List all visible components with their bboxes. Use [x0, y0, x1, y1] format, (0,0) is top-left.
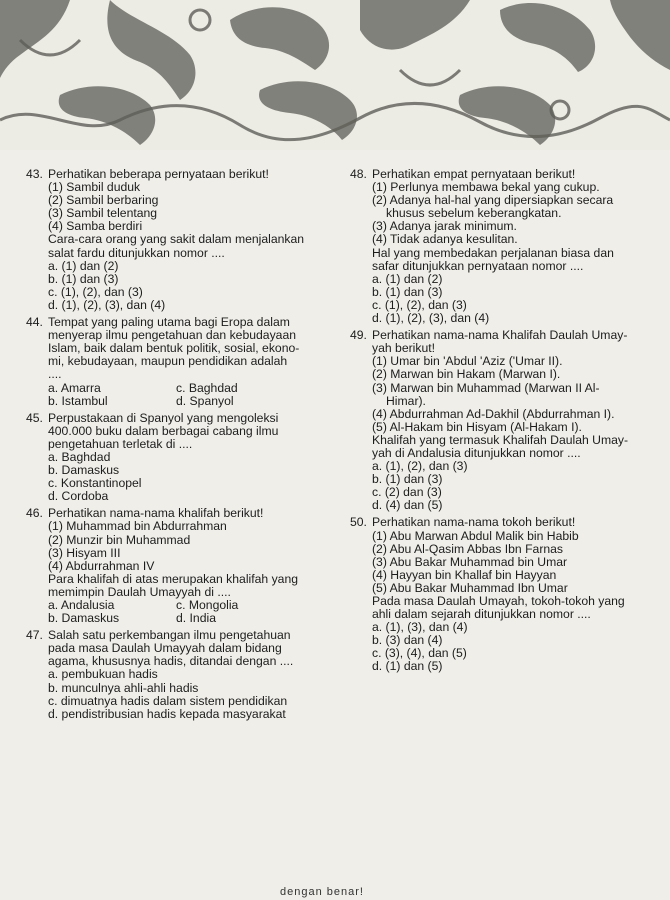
answer-option[interactable]: a. (1) dan (2) — [48, 258, 119, 273]
statement-item: (3) Marwan bin Muhammad (Marwan II Al- — [372, 380, 600, 395]
statement-item: (3) Sambil telentang — [48, 206, 158, 221]
statement-item: (2) Adanya hal-hal yang dipersiapkan secara — [372, 193, 614, 208]
question-43 — [26, 168, 326, 312]
statement-item: (5) Abu Bakar Muhammad Ibn Umar — [372, 580, 568, 595]
answer-option[interactable]: b. (1) dan (3) — [372, 472, 443, 487]
question-49 — [350, 329, 660, 512]
answer-option[interactable]: b. (1) dan (3) — [372, 284, 443, 299]
question-48 — [350, 168, 660, 325]
question-number: 44. — [26, 315, 43, 330]
question-text: agama, khususnya hadis, ditandai dengan .... — [48, 654, 294, 669]
question-number: 43. — [26, 167, 43, 181]
answer-option[interactable]: a. (1) dan (2) — [372, 271, 443, 286]
answer-option[interactable]: d. India — [176, 611, 216, 626]
question-text: Salah satu perkembangan ilmu pengetahuan — [48, 628, 291, 643]
answer-option[interactable]: c. dimuatnya hadis dalam sistem pendidikan — [48, 693, 288, 708]
answer-option[interactable]: c. Mongolia — [176, 598, 239, 612]
statement-item: (1) Muhammad bin Abdurrahman — [48, 519, 227, 534]
question-text: Khalifah yang termasuk Khalifah Daulah Umay- — [372, 432, 629, 447]
right-column — [350, 168, 660, 678]
question-text: .... — [48, 367, 62, 382]
answer-option[interactable]: c. (2) dan (3) — [372, 485, 442, 500]
question-text: ahli dalam sejarah ditunjukkan nomor .... — [372, 607, 591, 622]
statement-item: (2) Munzir bin Muhammad — [48, 532, 191, 547]
statement-item: (1) Abu Marwan Abdul Malik bin Habib — [372, 528, 579, 543]
answer-option[interactable]: a. Amarra — [48, 380, 101, 395]
question-46 — [26, 507, 326, 625]
statement-item: (3) Abu Bakar Muhammad bin Umar — [372, 554, 568, 569]
answer-option[interactable]: b. Damaskus — [48, 463, 120, 478]
statement-item: (3) Hisyam III — [48, 545, 121, 560]
statement-item: (4) Abdurrahman IV — [48, 558, 155, 573]
answer-option[interactable]: b. Damaskus — [48, 611, 120, 626]
question-number: 45. — [26, 410, 43, 425]
question-text: Cara-cara orang yang sakit dalam menjalankan — [48, 232, 305, 247]
answer-option[interactable]: b. (1) dan (3) — [48, 271, 119, 286]
answer-option[interactable]: c. (3), (4), dan (5) — [372, 646, 467, 661]
decorative-banner — [0, 0, 670, 150]
statement-item: (4) Tidak adanya kesulitan. — [372, 232, 518, 247]
question-number: 49. — [350, 328, 367, 343]
statement-item: (2) Marwan bin Hakam (Marwan I). — [372, 367, 561, 382]
question-stem: Perhatikan empat pernyataan berikut! — [372, 167, 576, 181]
statement-item: (1) Perlunya membawa bekal yang cukup. — [372, 180, 600, 195]
question-47 — [26, 629, 326, 721]
question-stem: Perhatikan beberapa pernyataan berikut! — [48, 167, 269, 181]
question-text: Para khalifah di atas merupakan khalifah yang — [48, 571, 298, 586]
question-text: mi, kebudayaan, maupun pendidikan adalah — [48, 354, 288, 369]
question-text: salat fardu ditunjukkan nomor .... — [48, 245, 225, 260]
answer-option[interactable]: d. (1) dan (5) — [372, 659, 443, 674]
statement-item: (1) Sambil duduk — [48, 180, 141, 195]
question-45 — [26, 412, 326, 504]
question-stem: Perhatikan nama-nama Khalifah Daulah Umay- — [372, 328, 628, 343]
statement-item: (4) Hayyan bin Khallaf bin Hayyan — [372, 567, 557, 582]
question-text: Pada masa Daulah Umayah, tokoh-tokoh yang — [372, 594, 625, 608]
ornament-pattern-icon — [0, 0, 670, 150]
answer-option[interactable]: b. (3) dan (4) — [372, 633, 443, 648]
answer-option[interactable]: d. pendistribusian hadis kepada masyarakat — [48, 706, 286, 721]
statement-item: (5) Al-Hakam bin Hisyam (Al-Hakam I). — [372, 419, 582, 434]
answer-option[interactable]: d. (1), (2), (3), dan (4) — [372, 311, 490, 326]
question-44 — [26, 316, 326, 408]
question-number: 50. — [350, 515, 367, 530]
answer-option[interactable]: b. munculnya ahli-ahli hadis — [48, 680, 199, 695]
answer-option[interactable]: d. (1), (2), (3), dan (4) — [48, 297, 166, 312]
question-stem: Perhatikan nama-nama tokoh berikut! — [372, 515, 576, 530]
question-text: Islam, baik dalam bentuk politik, sosial, ekono- — [48, 341, 300, 356]
answer-option[interactable]: d. Spanyol — [176, 393, 234, 408]
statement-item: Himar). — [386, 393, 426, 408]
answer-option[interactable]: c. Konstantinopel — [48, 476, 142, 491]
answer-option[interactable]: a. (1), (2), dan (3) — [372, 459, 468, 474]
answer-option[interactable]: d. Cordoba — [48, 489, 109, 504]
statement-item: khusus sebelum keberangkatan. — [386, 206, 562, 221]
answer-option[interactable]: c. Baghdad — [176, 380, 238, 395]
question-text: pada masa Daulah Umayyah dalam bidang — [48, 641, 282, 656]
answer-option[interactable]: c. (1), (2), dan (3) — [48, 284, 143, 299]
answer-option[interactable]: c. (1), (2), dan (3) — [372, 297, 467, 312]
question-text: 400.000 buku dalam berbagai cabang ilmu — [48, 423, 279, 438]
question-text: Tempat yang paling utama bagi Eropa dalam — [48, 315, 290, 330]
answer-option[interactable]: d. (4) dan (5) — [372, 498, 443, 513]
question-text: Hal yang membedakan perjalanan biasa dan — [372, 245, 614, 260]
question-number: 47. — [26, 628, 43, 643]
question-stem: yah berikut! — [372, 341, 436, 356]
statement-item: (3) Adanya jarak minimum. — [372, 219, 517, 234]
question-text: menyerap ilmu pengetahuan dan kebudayaan — [48, 328, 296, 343]
answer-option[interactable]: b. Istambul — [48, 393, 108, 408]
question-50 — [350, 516, 660, 673]
statement-item: (1) Umar bin 'Abdul 'Aziz ('Umar II). — [372, 354, 563, 369]
answer-option[interactable]: a. Andalusia — [48, 598, 115, 612]
question-text: memimpin Daulah Umayyah di .... — [48, 584, 231, 599]
question-number: 48. — [350, 167, 367, 181]
question-text: safar ditunjukkan pernyataan nomor .... — [372, 258, 584, 273]
question-number: 46. — [26, 506, 43, 521]
question-text: yah di Andalusia ditunjukkan nomor .... — [372, 445, 581, 460]
question-stem: Perhatikan nama-nama khalifah berikut! — [48, 506, 264, 521]
question-text: pengetahuan terletak di .... — [48, 436, 193, 451]
statement-item: (2) Abu Al-Qasim Abbas Ibn Farnas — [372, 541, 564, 556]
statement-item: (2) Sambil berbaring — [48, 193, 159, 208]
statement-item: (4) Abdurrahman Ad-Dakhil (Abdurrahman I). — [372, 406, 615, 421]
answer-option[interactable]: a. pembukuan hadis — [48, 667, 158, 682]
left-column — [26, 168, 326, 725]
answer-option[interactable]: a. Baghdad — [48, 449, 111, 464]
question-text: Perpustakaan di Spanyol yang mengoleksi — [48, 410, 279, 425]
footer-partial-text: dengan benar! — [280, 886, 364, 898]
answer-option[interactable]: a. (1), (3), dan (4) — [372, 620, 468, 635]
statement-item: (4) Samba berdiri — [48, 219, 143, 234]
